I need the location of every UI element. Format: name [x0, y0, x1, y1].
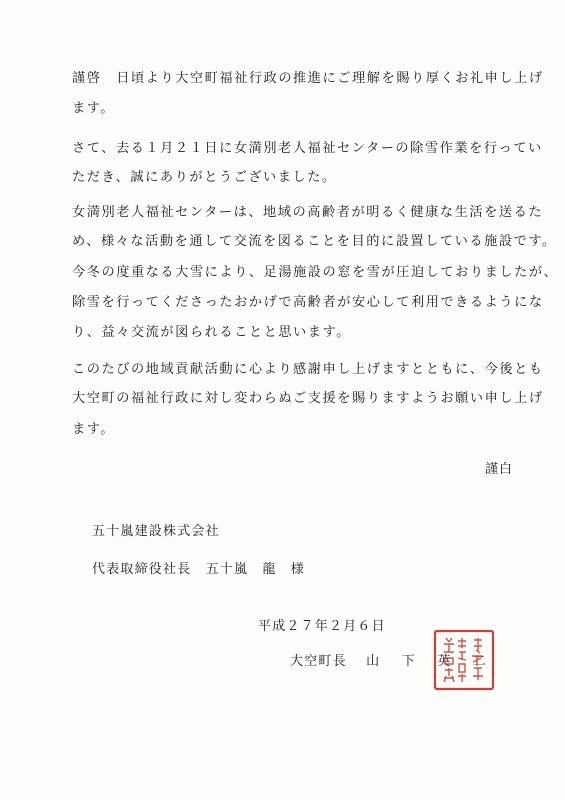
- body-line-5: 女満別老人福祉センターは、地域の高齢者が明るく健康な生活を送るた: [72, 205, 544, 220]
- body-line-11: 大空町の福祉行政に対し変わらぬご支援を賜りますようお願い申し上げ: [72, 391, 544, 406]
- body-line-3: さて、去る１月２１日に女満別老人福祉センターの除雪作業を行ってい: [72, 141, 543, 156]
- recipient-company: 五十嵐建設株式会社: [92, 524, 220, 539]
- body-line-6: め、様々な活動を通して交流を図ることを目的に設置している施設です。: [72, 234, 557, 249]
- closing-word: 謹白: [484, 462, 513, 477]
- signer-name-char: 下: [401, 654, 416, 669]
- body-line-10: このたびの地域貢献活動に心より感謝申し上げますとともに、今後とも: [72, 362, 544, 377]
- body-line-1: 謹啓 日頃より大空町福祉行政の推進にご理解を賜り厚くお礼申し上げ: [72, 71, 544, 86]
- body-line-12: ます。: [72, 422, 116, 437]
- recipient-person: 代表取締役社長 五十嵐 龍 様: [92, 562, 306, 577]
- signer-name-char: 山: [366, 654, 381, 669]
- body-line-2: ます。: [72, 101, 116, 116]
- signer-name-char: 二: [472, 654, 487, 669]
- body-line-9: り、益々交流が図られることと思います。: [72, 325, 351, 340]
- official-seal-icon: [432, 628, 496, 692]
- body-line-4: ただき、誠にありがとうございました。: [72, 170, 337, 185]
- body-line-7: 今冬の度重なる大雪により、足湯施設の窓を雪が圧迫しておりましたが、: [72, 265, 559, 280]
- signer-name-char: 英: [437, 654, 452, 669]
- letter-date: 平成２７年２月６日: [258, 619, 386, 634]
- body-line-8: 除雪を行ってくださったおかげで高齢者が安心して利用できるようにな: [72, 295, 544, 310]
- signer-title: 大空町長: [290, 654, 347, 669]
